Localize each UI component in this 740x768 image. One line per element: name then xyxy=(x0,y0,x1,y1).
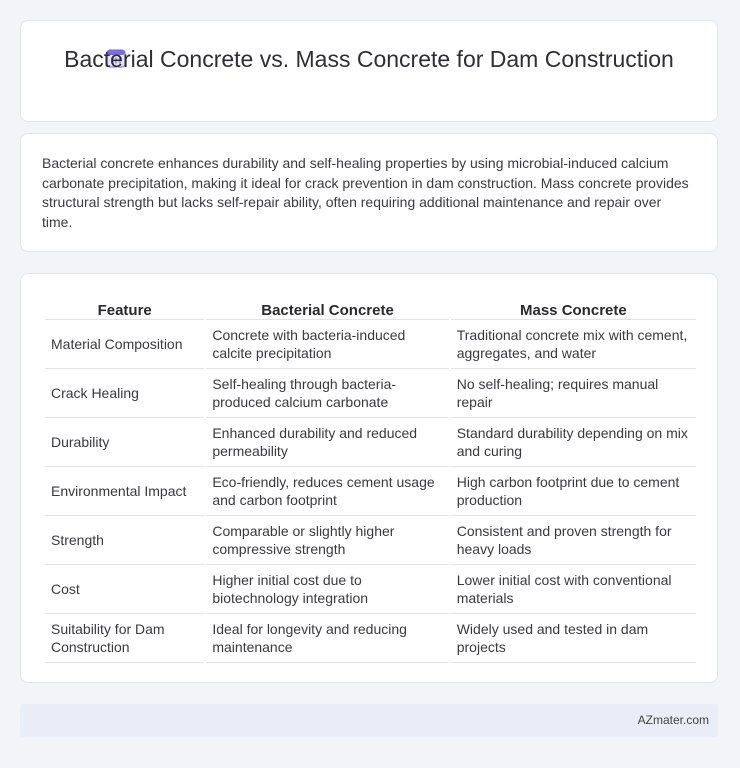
table-header-row xyxy=(45,294,696,320)
row-feature: Material Composition xyxy=(45,320,204,369)
row-mass-value: Traditional concrete mix with cement, aggregates, and water xyxy=(451,320,696,369)
row-bacterial-value: Concrete with bacteria-induced calcite precipitation xyxy=(206,320,448,369)
row-bacterial-value: Comparable or slightly higher compressive strength xyxy=(206,516,448,565)
row-mass-value: Widely used and tested in dam projects xyxy=(451,614,696,663)
row-feature: Crack Healing xyxy=(45,369,204,418)
table-row xyxy=(45,565,696,614)
row-feature: Durability xyxy=(45,418,204,467)
row-bacterial-value: Higher initial cost due to biotechnology integration xyxy=(206,565,448,614)
intro-paragraph: Bacterial concrete enhances durability and self-healing properties by using microbial-induced calcium carbonate precipitation, making it ideal for crack prevention in dam construction. Mass concrete provides structural strength but lacks self-repair ability, often requiring additional maintenance and repair over time. xyxy=(42,155,689,230)
header-bacterial-concrete: Bacterial Concrete xyxy=(206,294,448,320)
comparison-card xyxy=(20,273,718,683)
row-bacterial-value: Self-healing through bacteria-produced calcium carbonate xyxy=(206,369,448,418)
row-mass-value: No self-healing; requires manual repair xyxy=(451,369,696,418)
table-row xyxy=(45,614,696,663)
row-mass-value: Lower initial cost with conventional materials xyxy=(451,565,696,614)
page-title: Bacterial Concrete vs. Mass Concrete for Dam Construction xyxy=(64,46,674,72)
table-row xyxy=(45,418,696,467)
row-feature: Cost xyxy=(45,565,204,614)
title-card xyxy=(20,20,718,122)
table-row xyxy=(45,467,696,516)
row-feature: Suitability for Dam Construction xyxy=(45,614,204,663)
header-mass-concrete: Mass Concrete xyxy=(451,294,696,320)
table-row xyxy=(45,369,696,418)
comparison-table xyxy=(43,294,698,663)
table-row xyxy=(45,320,696,369)
row-bacterial-value: Enhanced durability and reduced permeability xyxy=(206,418,448,467)
row-mass-value: High carbon footprint due to cement production xyxy=(451,467,696,516)
row-bacterial-value: Ideal for longevity and reducing maintenance xyxy=(206,614,448,663)
footer-site-link[interactable]: AZmater.com xyxy=(637,713,709,727)
header-feature: Feature xyxy=(45,294,204,320)
row-bacterial-value: Eco-friendly, reduces cement usage and carbon footprint xyxy=(206,467,448,516)
row-feature: Strength xyxy=(45,516,204,565)
intro-card xyxy=(20,133,718,252)
footer-bar xyxy=(20,704,718,737)
row-mass-value: Standard durability depending on mix and curing xyxy=(451,418,696,467)
table-row xyxy=(45,516,696,565)
row-feature: Environmental Impact xyxy=(45,467,204,516)
row-mass-value: Consistent and proven strength for heavy loads xyxy=(451,516,696,565)
